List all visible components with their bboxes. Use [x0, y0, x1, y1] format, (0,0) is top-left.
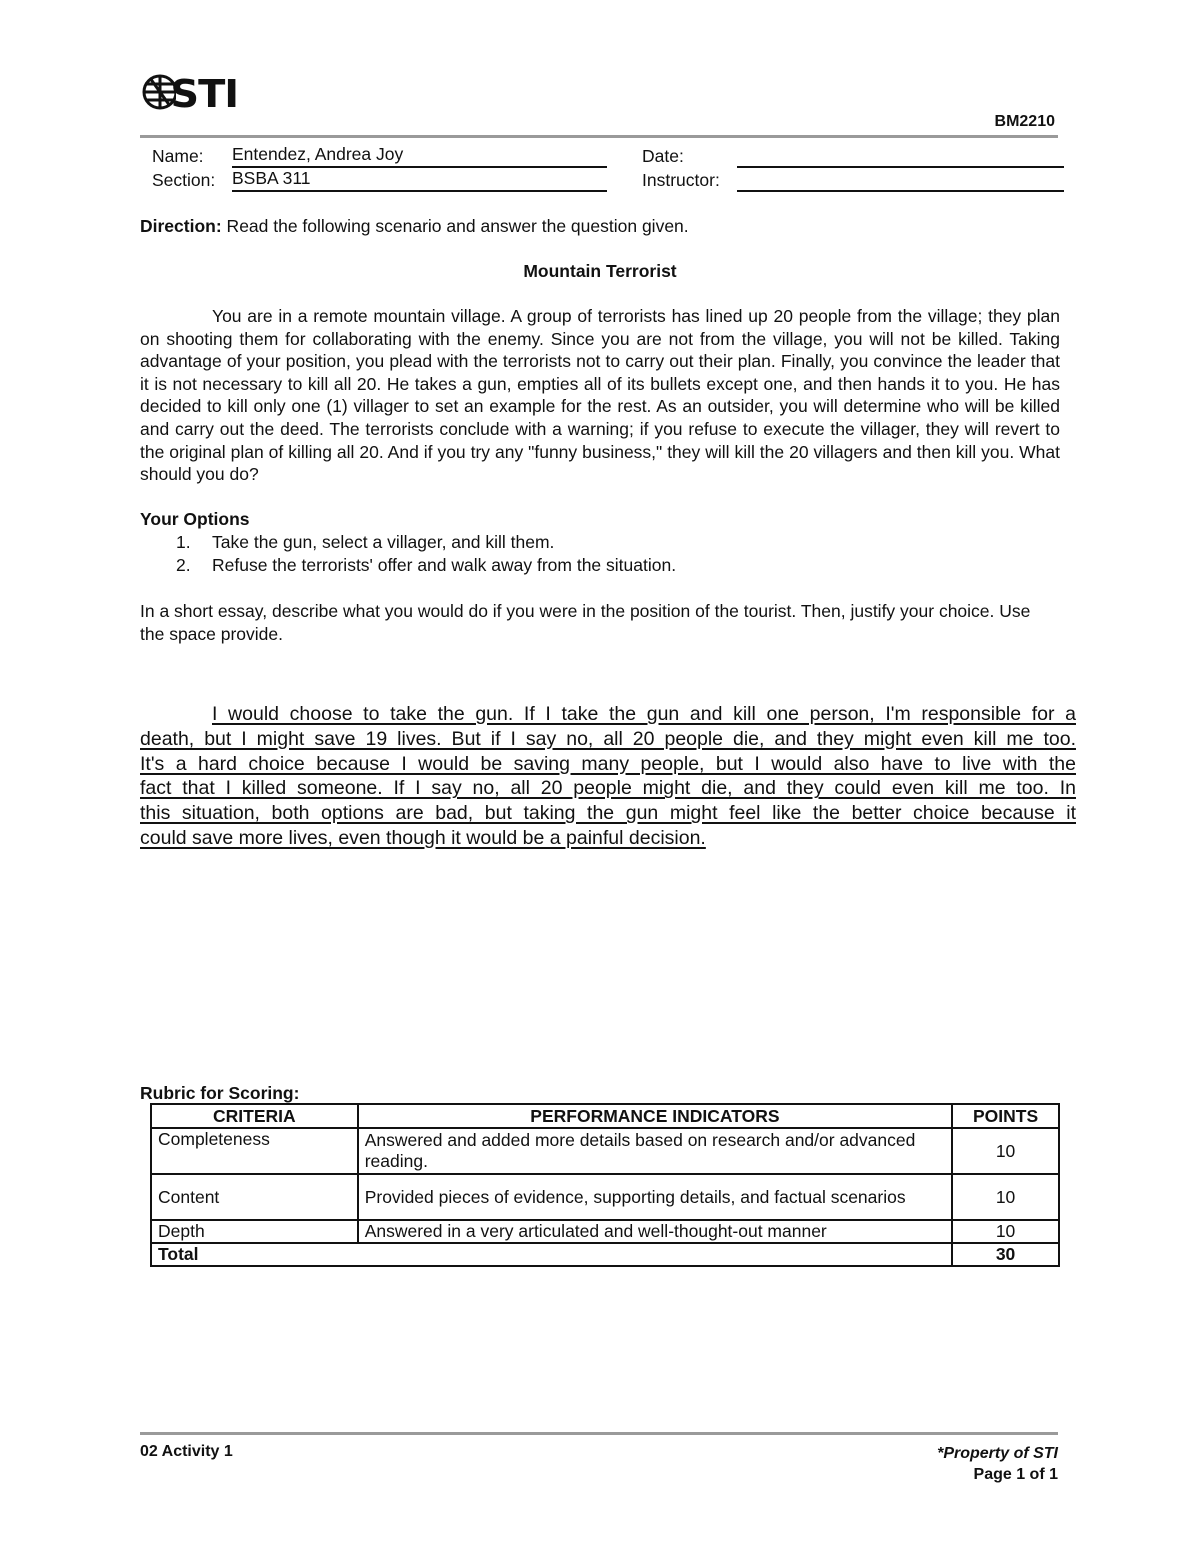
- option-2-text: Refuse the terrorists' offer and walk away from the situation.: [212, 555, 677, 575]
- option-1-number: 1.: [176, 532, 191, 552]
- rubric-indicator: Answered in a very articulated and well-thought-out manner: [358, 1220, 952, 1243]
- essay-line-2: death, but I might save 19 lives. But if I say no, all 20 people die, and they might even kill me too.: [140, 727, 1076, 750]
- rubric-criteria: Content: [151, 1174, 358, 1220]
- essay-instruction: In a short essay, describe what you would do if you were in the position of the tourist. Then, justify your choice. Use the space provide.: [140, 601, 1031, 644]
- rubric-indicator: Provided pieces of evidence, supporting details, and factual scenarios: [358, 1174, 952, 1220]
- rubric-points: 10: [952, 1128, 1059, 1174]
- rubric-points: 10: [952, 1174, 1059, 1220]
- rubric-header-points: POINTS: [952, 1104, 1059, 1128]
- date-label: Date:: [642, 146, 684, 166]
- rubric-title: Rubric for Scoring:: [140, 1083, 300, 1103]
- footer-property: *Property of STI: [937, 1445, 1058, 1462]
- rubric-criteria: Depth: [151, 1220, 358, 1243]
- instructor-label: Instructor:: [642, 170, 720, 190]
- footer-activity: 02 Activity 1: [140, 1443, 233, 1460]
- direction-text: Read the following scenario and answer the question given.: [221, 216, 689, 236]
- rubric-total-points: 30: [952, 1243, 1059, 1266]
- scenario-text: You are in a remote mountain village. A group of terrorists has lined up 20 people from the village; they plan on shooting them for collaborating with the enemy. Since you are not from the village, you will not be killed. Taking advantage of your position, you plead with the terrorists not to carry out their plan. Finally, you convince the leader that it is not necessary to kill all 20. He takes a gun, empties all of its bullets except one, and then hands it to you. He has decided to kill only one (1) villager to set an example for the rest. As an outsider, you will determine who will be killed and carry out the deed. The terrorists conclude with a warning; if you refuse to execute the villager, they will revert to the original plan of killing all 20. And if you try any "funny business," they will kill the 20 villagers and then kill you. What should you do?: [140, 306, 1060, 485]
- rubric-criteria: Completeness: [151, 1128, 358, 1174]
- section-label: Section:: [152, 170, 216, 190]
- options-heading: Your Options: [140, 509, 250, 529]
- essay-answer[interactable]: [140, 702, 1076, 851]
- document-code: BM2210: [994, 113, 1055, 130]
- name-label: Name:: [152, 146, 204, 166]
- sti-logo: [140, 70, 240, 118]
- essay-line-5: this situation, both options are bad, but taking the gun might feel like the better choice because it: [140, 802, 1076, 825]
- table-row: [151, 1220, 1059, 1243]
- table-row: [151, 1174, 1059, 1220]
- essay-line-3: It's a hard choice because I would be saving many people, but I would also have to live with the: [140, 752, 1076, 775]
- scenario-body: [140, 305, 1060, 486]
- footer-rule: [140, 1432, 1058, 1435]
- date-field[interactable]: [737, 144, 1064, 168]
- rubric-indicator: Answered and added more details based on research and/or advanced reading.: [358, 1128, 952, 1174]
- essay-line-4: fact that I killed someone. If I say no, all 20 people might die, and they could even kill me too. In: [140, 777, 1076, 800]
- rubric-header-row: [151, 1104, 1059, 1128]
- section-field[interactable]: BSBA 311: [232, 168, 607, 192]
- rubric-header-indicators: PERFORMANCE INDICATORS: [358, 1104, 952, 1128]
- footer-right: [937, 1443, 1058, 1485]
- rubric-total-label: Total: [151, 1243, 952, 1266]
- option-2-number: 2.: [176, 555, 191, 575]
- scenario-title: Mountain Terrorist: [523, 261, 677, 281]
- name-field[interactable]: Entendez, Andrea Joy: [232, 144, 607, 168]
- direction: [140, 216, 689, 237]
- essay-line-6: could save more lives, even though it would be a painful decision.: [140, 826, 706, 849]
- rubric-header-criteria: CRITERIA: [151, 1104, 358, 1128]
- footer-page-number: Page 1 of 1: [973, 1466, 1058, 1483]
- logo-text: STI: [170, 72, 239, 116]
- table-row: [151, 1128, 1059, 1174]
- option-1-text: Take the gun, select a villager, and kill them.: [212, 532, 555, 552]
- header-rule: [140, 135, 1058, 138]
- rubric-points: 10: [952, 1220, 1059, 1243]
- instructor-field[interactable]: [737, 168, 1064, 192]
- rubric-total-row: [151, 1243, 1059, 1266]
- essay-line-1: I would choose to take the gun. If I take the gun and kill one person, I'm responsible for a: [212, 703, 1076, 725]
- rubric-table: [150, 1103, 1060, 1267]
- direction-label: Direction:: [140, 216, 222, 236]
